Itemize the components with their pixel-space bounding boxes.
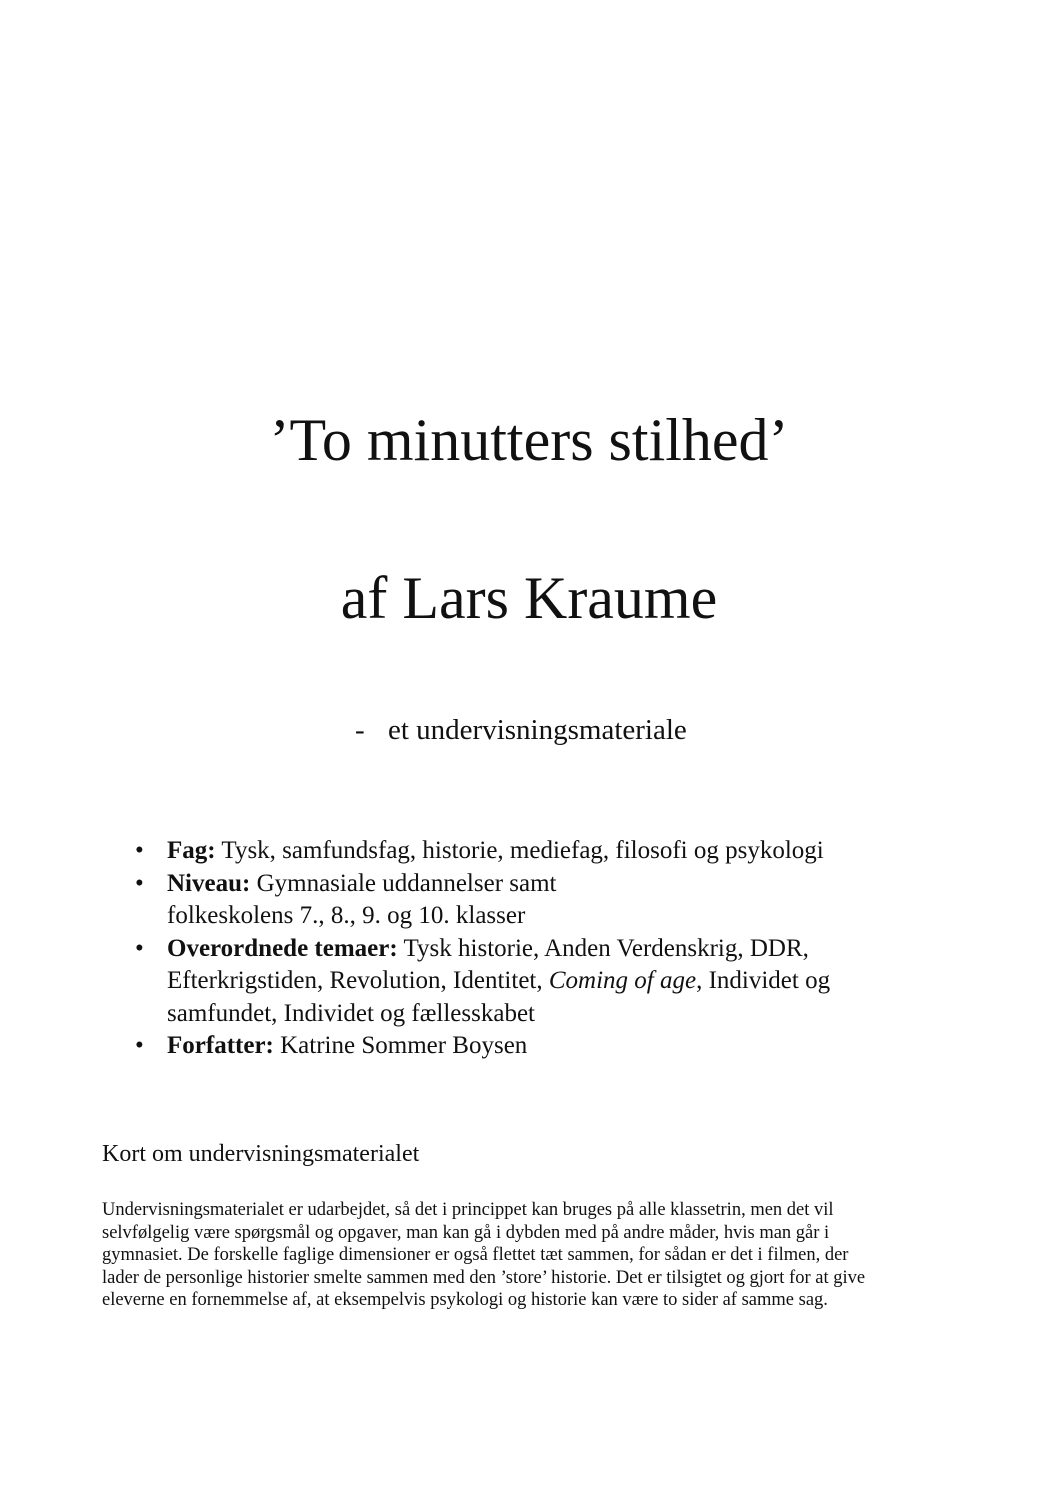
- body-paragraph: [102, 1199, 962, 1312]
- info-item-niveau: [167, 868, 927, 933]
- info-value-niveau-line2: folkeskolens 7., 8., 9. og 10. klasser: [167, 902, 526, 929]
- subtitle-text: et undervisningsmateriale: [388, 714, 687, 746]
- info-item-temaer: [167, 933, 927, 1031]
- body-line: Undervisningsmaterialet er udarbejdet, så det i princippet kan bruges på alle klassetrin, men det vil: [102, 1200, 834, 1220]
- info-item-forfatter: [167, 1030, 927, 1063]
- subtitle: [355, 716, 687, 745]
- subtitle-dash: -: [355, 714, 365, 746]
- document-title: ’To minutters stilhed’: [269, 407, 789, 473]
- info-list: [167, 835, 927, 1063]
- info-label-temaer: Overordnede temaer:: [167, 934, 398, 962]
- body-line: gymnasiet. De forskelle faglige dimensioner er også flettet tæt sammen, for sådan er det i filmen, der: [102, 1245, 849, 1265]
- author-line: af Lars Kraume: [340, 565, 718, 631]
- body-line: selvfølgelig være spørgsmål og opgaver, man kan gå i dybden med på andre måder, hvis man går i: [102, 1222, 830, 1243]
- info-value-niveau-line1: Gymnasiale uddannelser samt: [256, 869, 557, 897]
- info-value-temaer-part2: , Individet og samfundet, Individet og fællesskabet: [167, 967, 831, 1027]
- body-line: eleverne en fornemmelse af, at eksempelvis psykologi og historie kan være to sider af samme sag.: [102, 1290, 828, 1310]
- body-line: lader de personlige historier smelte sammen med den ’store’ historie. Det er tilsigtet og gjort for at give: [102, 1267, 866, 1288]
- info-item-fag: [167, 835, 927, 868]
- info-value-temaer-part1: Tysk historie, Anden Verdenskrig, DDR, Efterkrigstiden, Revolution, Identitet,: [167, 934, 809, 994]
- info-value-fag: Tysk, samfundsfag, historie, mediefag, filosofi og psykologi: [221, 837, 824, 864]
- info-label-fag: Fag:: [167, 837, 216, 864]
- info-label-niveau: Niveau:: [167, 869, 251, 897]
- info-label-forfatter: Forfatter:: [167, 1032, 274, 1059]
- info-value-forfatter: Katrine Sommer Boysen: [280, 1032, 528, 1059]
- info-value-temaer-italic: Coming of age: [548, 967, 697, 994]
- section-heading: Kort om undervisningsmaterialet: [102, 1141, 420, 1167]
